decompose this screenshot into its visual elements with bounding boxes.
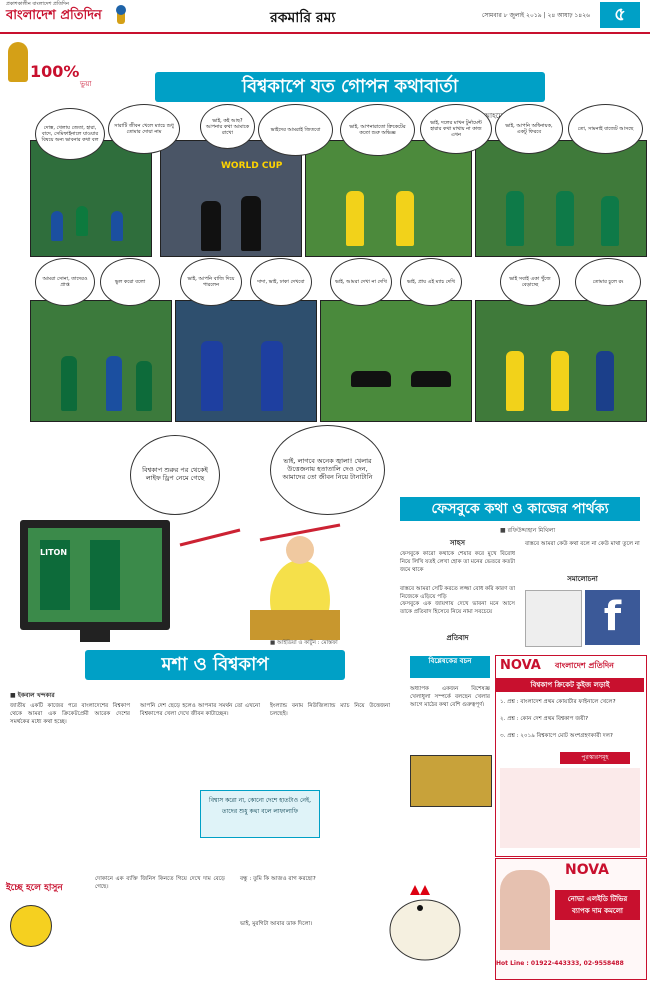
ichhe-text-2: বন্ধু : তুমি কি আজও রাগ করছো? (240, 876, 316, 882)
speech-bubble: ভাই, প্রায় এই ম্যাচ দেখি (400, 258, 462, 306)
mosha-body-3: ইংল্যান্ড বনাম নিউজিল্যান্ড ম্যাচ নিয়ে উত্তেজনা চলছেই। (270, 703, 390, 718)
photo-7 (320, 300, 472, 422)
feature-title: বিশ্বকাপে যত গোপন কথাবার্তা (155, 72, 545, 102)
photo-6 (175, 300, 317, 422)
ichhe-text-3: ভাই, মুরগিটা আবার ডাক দিলো। (240, 921, 313, 927)
mosha-title: মশা ও বিশ্বকাপ (85, 650, 345, 680)
fb-text-4: বাস্তবে আমরা কেউ কথা বলে না কেউ মাথা তুলে না (525, 541, 640, 547)
speech-bubble: ভাই, কই আছ? আপনার কথা আমাকে রাখো (200, 104, 255, 149)
fb-text-2: বাস্তবে আমরা সেটি করতে লজ্জা বোধ করি কারণ তা নিজেকে এড়িয়ে পড়ি (400, 586, 515, 601)
section-title: রকমারি রম্য (270, 10, 336, 26)
photo-5 (30, 300, 172, 422)
cartoon-bubble-left: বিশ্বকাপ শুরুর পর থেকেই লাইফ ড্রিপ নেমে গেছে (130, 435, 220, 515)
masthead-logo: বাংলাদেশ প্রতিদিন (6, 8, 102, 23)
quiz-q1: ১. প্রশ্ন : বাংলাদেশ প্রথম কোয়ার্টার ফাইনালে খেলে? (500, 699, 616, 705)
speech-bubble: ভাই, আপনি অধিনায়ক, একটু ফিরবে (495, 104, 563, 154)
nova-ad-text: নোভা এলইডি টিভির ব্যাপক দাম কমলো (555, 890, 640, 920)
nova-brand: NOVA (500, 658, 541, 673)
nova-paper: বাংলাদেশ প্রতিদিন (555, 661, 614, 670)
mosha-author: ■ ইকবাল খন্দকার (10, 692, 55, 699)
facebook-author: ■ রফিউদ্দাহান মিথিলা (500, 527, 556, 534)
trophy-icon (8, 42, 28, 82)
prize-list (500, 768, 640, 848)
photo-1 (30, 140, 152, 257)
tv-player-name: LITON (40, 548, 68, 557)
page-number: ৫ (600, 2, 640, 28)
model-photo (500, 870, 550, 950)
man-phone-illustration (525, 590, 582, 647)
speech-bubble: ভুল করো বলো (100, 258, 160, 306)
feature-byline: আহমেদ (483, 112, 507, 120)
speech-bubble: আমরা সোনা, তাদেরও প্রাপ্ত (35, 258, 95, 306)
smiley-icon (10, 905, 52, 947)
speech-bubble: সারাটি জীবন খেলে ম্যাচে শুধু তোমার দোয়া নাম (108, 104, 180, 154)
badge-sub: ভুয়া (80, 80, 92, 88)
sub-protest: প্রতিবাদ (446, 634, 469, 642)
quiz-q2: ২. প্রশ্ন : কোন দেশ প্রথম বিশ্বকাপ জয়ী? (500, 716, 589, 722)
photo-banner: WORLD CUP (221, 161, 283, 171)
world-cup-logo-icon (110, 4, 132, 28)
sub-courage: সাহস (450, 539, 465, 547)
mosha-body-1: জাতীয় একটি কাজের পরে বাংলাদেশের বিশ্বকাপ থেকে আমরা এক ক্রিকেটপ্রেমী আরেক দেশের সমর্থকের মধ্যে কথা হচ্ছে। (10, 703, 130, 726)
ichhe-title: ইচ্ছে হলে হাসুন (6, 883, 63, 893)
bishesh-photo (410, 755, 492, 807)
speech-bubble: তোমার চুলে রং (575, 258, 641, 306)
speech-bubble: তো, সামনাই বাজেট আসছে (568, 104, 643, 154)
speech-bubble: ভাই, দলের মাখন টুর্নামেন্ট হারার কথা মাথায় না কাজ এখন (420, 104, 492, 154)
facebook-title: ফেসবুকে কথা ও কাজের পার্থক্য (400, 497, 640, 521)
cartoon-bubble-right: ভাই, লাগবে অনেক জ্বালা! খেলার উত্তেজনায় হতাতালি দেও দেন, আমাদের তো জীবন নিয়ে টানাটানি (270, 425, 385, 515)
fb-text-1: ফেসবুকে কারো কথাকে শেয়ার করে মুখে বিরোধ নিয়ে লিখি যতই লেখা হোক তা মনের ভেতরে কতটা জমে থাকে (400, 551, 515, 574)
bishesh-body: অধ্যাপক একজন বিশেষজ্ঞ খেলাধুলা সম্পর্কে বলছেন খেলার আগে মাঠের কথা বেশি গুরুত্বপূর্ণ। (410, 686, 490, 709)
date-line: সোমবার ৮ জুলাই ২০১৯ | ২৪ আষাঢ় ১৪২৬ (481, 12, 590, 19)
photo-4 (475, 140, 647, 257)
sub-criticism: সমালোচনা (567, 575, 598, 583)
cartoon-illustration (10, 520, 390, 645)
speech-bubble: ভাই, আমরা দেখা না দেখি (330, 258, 392, 306)
masthead-tagline: প্রকাশকালীন বাংলাদেশ প্রতিদিন (6, 1, 70, 7)
rooster-illustration (370, 870, 480, 970)
quiz-q3: ৩. প্রশ্ন : ২০১৯ বিশ্বকাপে মোট অংশগ্রহণকারী দল? (500, 733, 613, 739)
nova-quiz-title: বিশ্বকাপ ক্রিকেট কুইজ লড়াই (496, 678, 644, 692)
prize-header: পুরস্কারসমূহ (560, 752, 630, 764)
bishesh-title: বিশ্লেষকের বচন (410, 656, 490, 678)
facebook-icon: f (585, 590, 640, 645)
photo-3 (305, 140, 472, 257)
ichhe-text-1: দোকানে এক ব্যক্তি জিনিস কিনতে গিয়ে দেখে দাম বেড়ে গেছে। (95, 876, 225, 891)
speech-bubble: ভাই, আপনি বাজি দিয়ে পারলেন (180, 258, 242, 306)
speech-bubble: ভাই সবাই একা খুঁজে বেড়াচ্ছে (500, 258, 560, 306)
photo-2 (160, 140, 302, 257)
nova-ad-brand: NOVA (565, 862, 609, 878)
mosha-body-2: আপনি দেশ ছেড়ে হলেও আপনার সমর্থন তো এখনো বিশ্বকাপের খেলা দেখে জীবন কাটাচ্ছেন। (140, 703, 260, 718)
fb-text-3: ফেসবুকে এক জায়গায় দেখে ভাবনা মনে আসে তাকে প্রতিবাদ হিসেবে নিয়ে নামা সবচেয়ে (400, 601, 515, 616)
photo-8 (475, 300, 647, 422)
speech-bubble: ভাই, আপনারাতো ক্রিকেটের কতো শুরু অভিজ্ঞ (340, 104, 415, 156)
mosha-quote: বিশ্বাস করো না, কোনো দেশে হাতটাও নেই, তাদের শুধু কথা বলে লাফালাফি (200, 790, 320, 838)
speech-bubble: দোস্ত, খেলায় জেতা, হারা, বাদে, সেমিফাইনালে যাওয়ার বিষয়ে অন্য ভাবনার কথা বল (35, 108, 105, 160)
badge-100: 100% (30, 62, 80, 81)
cartoon-credit: ■ আইডিয়া ও কার্টুন : মোস্তফা (270, 640, 338, 646)
speech-bubble: ভাইদের আমরাই জিতবো (258, 104, 333, 156)
speech-bubble: দাদা, ভাই, ঢাকা দেখবো (250, 258, 312, 306)
nova-hotline: Hot Line : 01922-443333, 02-9558488 (496, 960, 624, 967)
